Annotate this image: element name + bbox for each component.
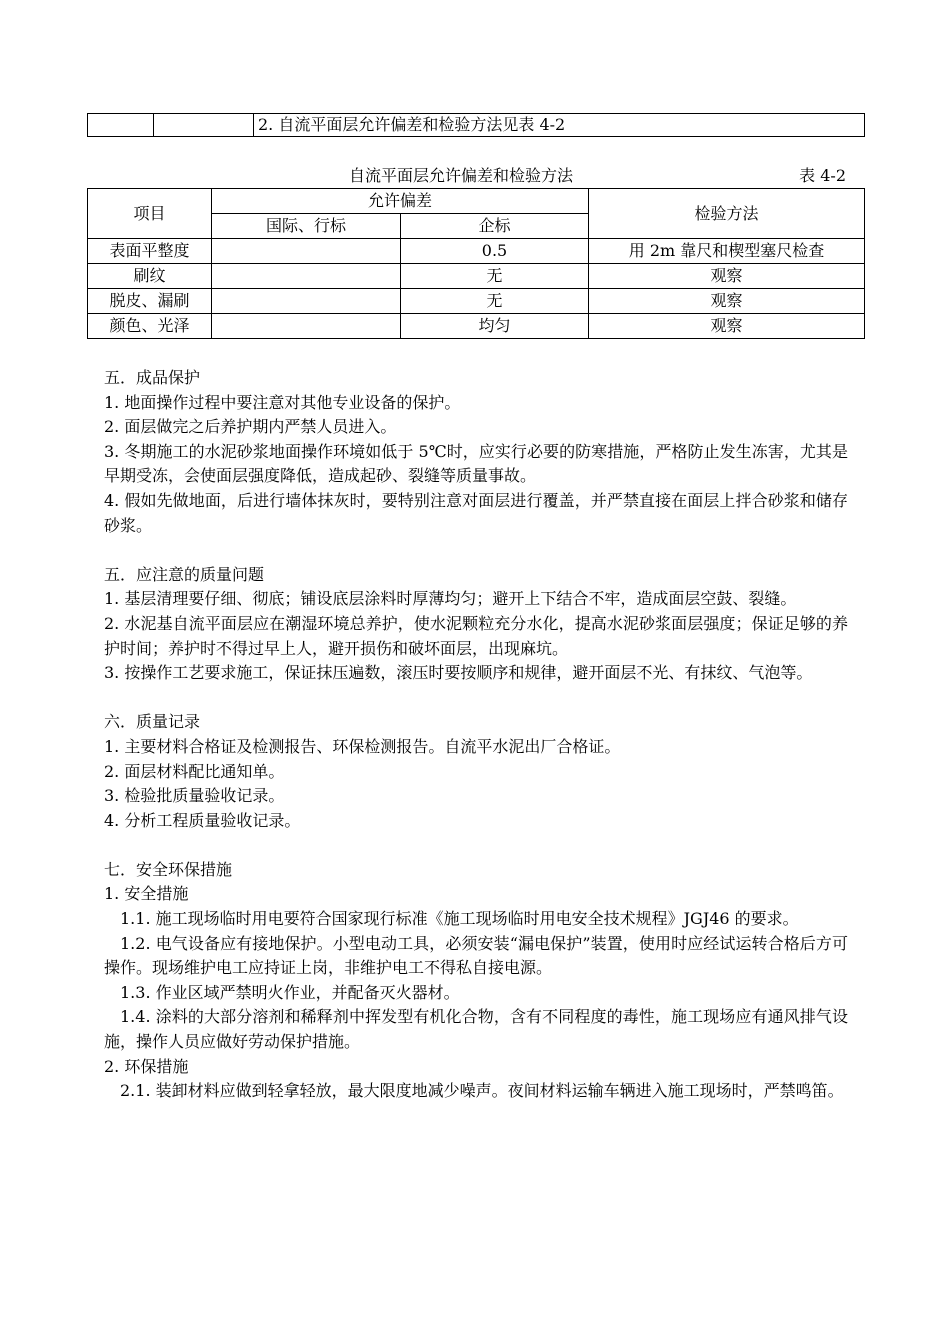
- cell-national: [212, 314, 401, 339]
- document-body: [104, 366, 848, 1104]
- empty-cell: [88, 114, 154, 137]
- paragraph: 1.4. 涂料的大部分溶剂和稀释剂中挥发型有机化合物，含有不同程度的毒性，施工现场应有通风排气设施，操作人员应做好劳动保护措施。: [104, 1007, 848, 1052]
- cell-item: 表面平整度: [88, 239, 212, 264]
- cell-national: [212, 289, 401, 314]
- cell-national: [212, 239, 401, 264]
- cell-enterprise: 0.5: [401, 239, 589, 264]
- spacer: [104, 833, 848, 858]
- paragraph: 1.1. 施工现场临时用电要符合国家现行标准《施工现场临时用电安全技术规程》JGJ46 的要求。: [120, 909, 799, 929]
- paragraph: 1. 地面操作过程中要注意对其他专业设备的保护。: [104, 392, 461, 412]
- paragraph: 3. 冬期施工的水泥砂浆地面操作环境如低于 5℃时，应实行必要的防寒措施，严格防止发生冻害，尤其是早期受冻，会使面层强度降低，造成起砂、裂缝等质量事故。: [104, 441, 848, 486]
- paragraph: 1.3. 作业区域严禁明火作业，并配备灭火器材。: [120, 982, 460, 1002]
- tolerance-table: [87, 188, 865, 339]
- paragraph: 1. 基层清理要仔细、彻底；铺设底层涂料时厚薄均匀；避开上下结合不牢，造成面层空鼓、裂缝。: [104, 589, 797, 609]
- paragraph: 1. 主要材料合格证及检测报告、环保检测报告。自流平水泥出厂合格证。: [104, 736, 621, 756]
- table-number: 表 4-2: [799, 166, 846, 185]
- paragraph: 1.2. 电气设备应有接地保护。小型电动工具，必须安装“漏电保护”装置，使用时应经试运转合格后方可操作。现场维护电工应持证上岗，非维护电工不得私自接电源。: [104, 933, 848, 978]
- paragraph: 2. 面层材料配比通知单。: [104, 761, 285, 781]
- section-heading: 七．安全环保措施: [104, 859, 233, 879]
- cell-national: [212, 264, 401, 289]
- empty-cell: [154, 114, 254, 137]
- cell-item: 颜色、光泽: [88, 314, 212, 339]
- cell-enterprise: 无: [401, 264, 589, 289]
- cell-method: 观察: [589, 264, 865, 289]
- continued-table-row: [87, 113, 865, 137]
- cell-enterprise: 无: [401, 289, 589, 314]
- table-row: [88, 314, 865, 339]
- subheading: 1. 安全措施: [104, 884, 189, 904]
- paragraph: 3. 检验批质量验收记录。: [104, 786, 285, 806]
- header-method: 检验方法: [589, 189, 865, 239]
- cell-enterprise: 均匀: [401, 314, 589, 339]
- table-header-row: [88, 189, 865, 214]
- header-national: 国际、行标: [212, 214, 401, 239]
- header-enterprise: 企标: [401, 214, 589, 239]
- header-item: 项目: [88, 189, 212, 239]
- paragraph: 2. 水泥基自流平面层应在潮湿环境总养护，使水泥颗粒充分水化，提高水泥砂浆面层强度；保证足够的养护时间；养护时不得过早上人，避开损伤和破坏面层，出现麻坑。: [104, 613, 848, 658]
- paragraph: 4. 分析工程质量验收记录。: [104, 810, 301, 830]
- section-heading: 五．应注意的质量问题: [104, 564, 265, 584]
- table-row: [88, 264, 865, 289]
- cell-method: 观察: [589, 314, 865, 339]
- table-title: 自流平面层允许偏差和检验方法: [349, 166, 574, 185]
- cell-item: 刷纹: [88, 264, 212, 289]
- table-row: [88, 239, 865, 264]
- table-cell: 2. 自流平面层允许偏差和检验方法见表 4-2: [254, 114, 865, 137]
- table-row: [88, 289, 865, 314]
- section-heading: 六．质量记录: [104, 712, 201, 732]
- paragraph: 2.1. 装卸材料应做到轻拿轻放，最大限度地减少噪声。夜间材料运输车辆进入施工现场时，严禁鸣笛。: [120, 1081, 844, 1101]
- cell-method: 用 2m 靠尺和楔型塞尺检查: [589, 239, 865, 264]
- cell-method: 观察: [589, 289, 865, 314]
- spacer: [104, 686, 848, 711]
- paragraph: 3. 按操作工艺要求施工，保证抹压遍数，滚压时要按顺序和规律，避开面层不光、有抹纹、气泡等。: [104, 663, 813, 683]
- cell-item: 脱皮、漏刷: [88, 289, 212, 314]
- header-tolerance: 允许偏差: [212, 189, 589, 214]
- section-heading: 五．成品保护: [104, 368, 201, 387]
- spacer: [104, 538, 848, 563]
- subheading: 2. 环保措施: [104, 1056, 189, 1076]
- paragraph: 4. 假如先做地面，后进行墙体抹灰时，要特别注意对面层进行覆盖，并严禁直接在面层上拌合砂浆和储存砂浆。: [104, 490, 848, 535]
- paragraph: 2. 面层做完之后养护期内严禁人员进入。: [104, 417, 397, 437]
- table-caption: [0, 164, 950, 188]
